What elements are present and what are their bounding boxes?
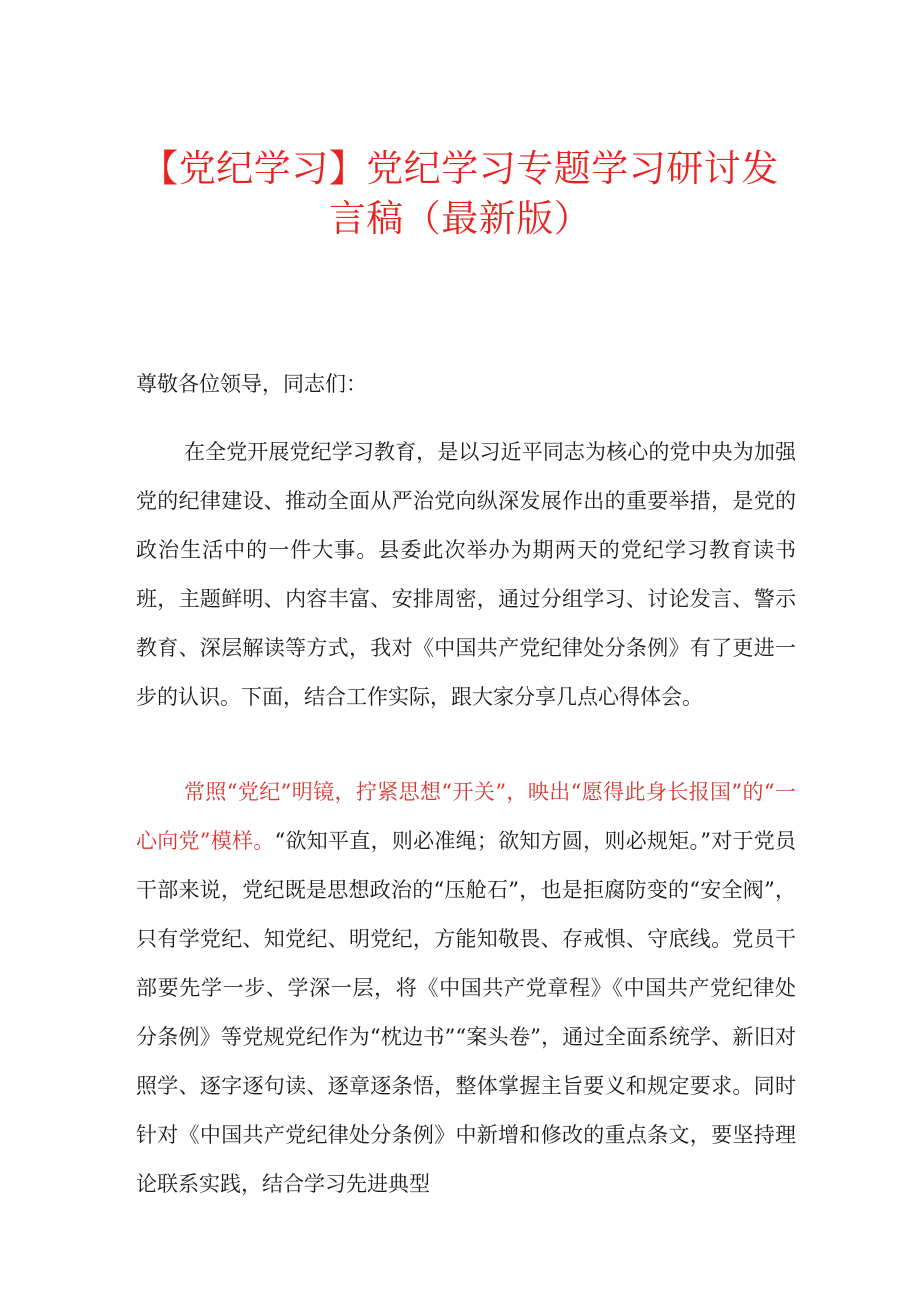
- document-title-line2: 言稿（最新版）: [328, 197, 592, 240]
- paragraph-section-1: [136, 768, 796, 1209]
- salutation: 尊敬各位领导，同志们：: [136, 372, 367, 396]
- paragraph-intro: 在全党开展党纪学习教育，是以习近平同志为核心的党中央为加强党的纪律建设、推动全面从严治党向纵深发展作出的重要举措，是党的政治生活中的一件大事。县委此次举办为期两天的党纪学习教育读书班，主题鲜明、内容丰富、安排周密，通过分组学习、讨论发言、警示教育、深层解读等方式，我对《中国共产党纪律处分条例》有了更进一步的认识。下面，结合工作实际，跟大家分享几点心得体会。: [136, 440, 796, 709]
- section-heading: 常照“党纪”明镜，拧紧思想“开关”，映出“愿得此身长报国”的“一心向党”模样。: [136, 780, 796, 853]
- section-body: “欲知平直，则必准绳；欲知方圆，则必规矩。”对于党员干部来说，党纪既是思想政治的“压舱石”，也是拒腐防变的“安全阀”，只有学党纪、知党纪、明党纪，方能知敬畏、存戒惧、守底线。党员干部要先学一步、学深一层，将《中国共产党章程》《中国共产党纪律处分条例》等党规党纪作为“枕边书”“案头卷”，通过全面系统学、新旧对照学、逐字逐句读、逐章逐条悟，整体掌握主旨要义和规定要求。同时针对《中国共产党纪律处分条例》中新增和修改的重点条文，要坚持理论联系实践，结合学习先进典型: [136, 829, 796, 1196]
- document-title-line1: 【党纪学习】党纪学习专题学习研讨发: [141, 147, 779, 190]
